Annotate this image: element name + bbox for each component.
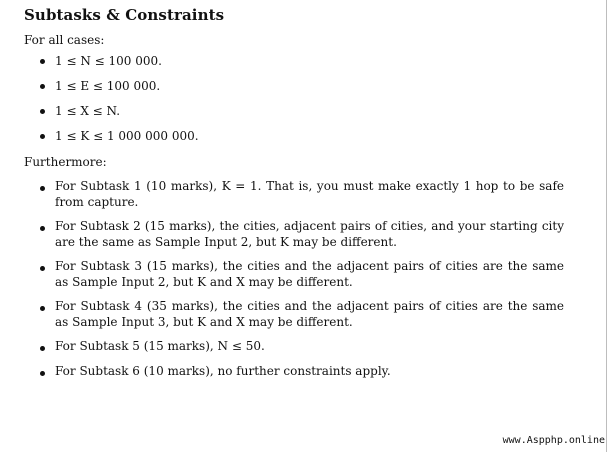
site-watermark: www.Aspphp.online [502, 435, 605, 446]
subtask-list [39, 179, 564, 388]
subtask-item-3: For Subtask 3 (15 marks), the cities and the adjacent pairs of cities are the same as Sample Input 2, but K and X may be different. [39, 259, 564, 290]
constraint-item-k: 1 ≤ K ≤ 1 000 000 000. [39, 127, 439, 152]
subtask-item-5: For Subtask 5 (15 marks), N ≤ 50. [39, 339, 564, 355]
section-heading: Subtasks & Constraints [24, 6, 225, 24]
subtask-item-4: For Subtask 4 (35 marks), the cities and the adjacent pairs of cities are the same as Sample Input 3, but K and X may be different. [39, 299, 564, 330]
constraint-item-n: 1 ≤ N ≤ 100 000. [39, 52, 439, 77]
constraint-list [39, 52, 439, 152]
all-cases-label: For all cases: [24, 33, 105, 47]
constraint-item-e: 1 ≤ E ≤ 100 000. [39, 77, 439, 102]
subtask-item-1: For Subtask 1 (10 marks), K = 1. That is, you must make exactly 1 hop to be safe from capture. [39, 179, 564, 210]
subtask-item-6: For Subtask 6 (10 marks), no further constraints apply. [39, 364, 564, 380]
subtask-item-2: For Subtask 2 (15 marks), the cities, adjacent pairs of cities, and your starting city are the same as Sample Input 2, but K may be different. [39, 219, 564, 250]
constraint-item-x: 1 ≤ X ≤ N. [39, 102, 439, 127]
furthermore-label: Furthermore: [24, 155, 107, 169]
